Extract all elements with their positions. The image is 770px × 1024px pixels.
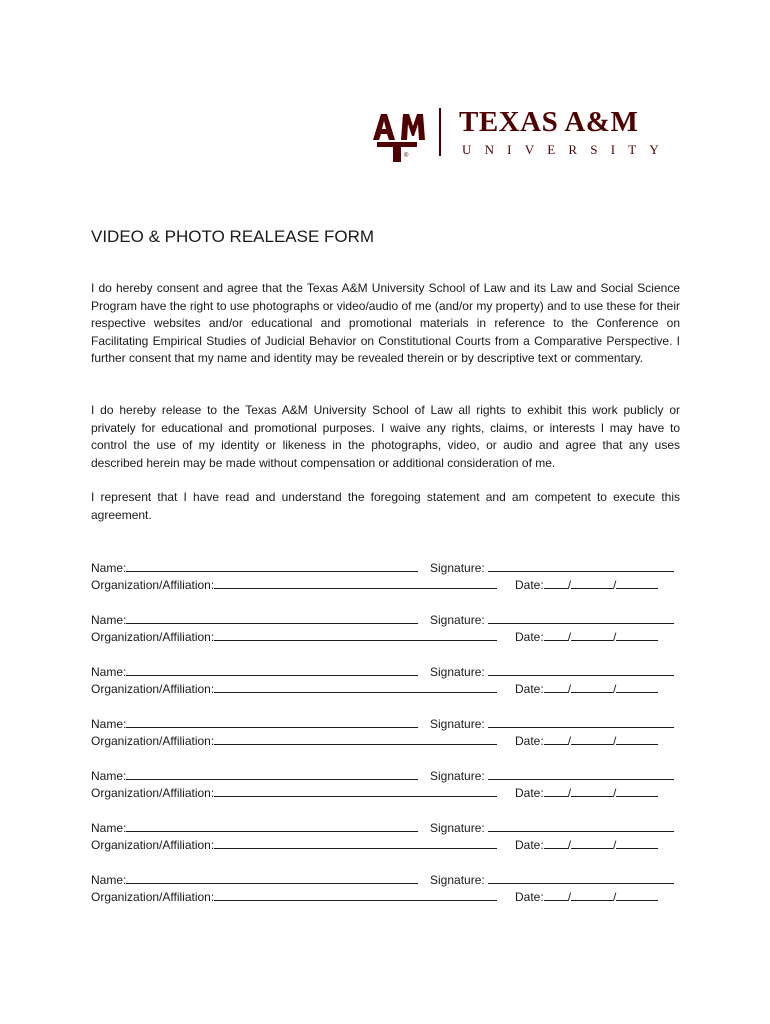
date-separator: / <box>567 838 572 852</box>
date-day-field[interactable] <box>571 681 613 693</box>
date-month-field[interactable] <box>544 629 568 641</box>
signature-field[interactable] <box>488 716 674 728</box>
release-paragraph: I do hereby release to the Texas A&M University School of Law all rights to exhibit this work publicly or privately for educational and promotional purposes. I waive any rights, claims, or interests I may have to control the use of my identity or likeness in the photographs, video, or audio and agree that any uses described herein may be made without compensation or additional consideration of me. <box>91 403 680 470</box>
date-month-field[interactable] <box>544 837 568 849</box>
organization-label: Organization/Affiliation: <box>91 890 215 904</box>
wordmark-texas-am: TEXAS A&M <box>459 106 639 138</box>
date-year-field[interactable] <box>616 629 658 641</box>
date-separator: / <box>567 630 572 644</box>
date-separator: / <box>567 734 572 748</box>
date-year-field[interactable] <box>616 889 658 901</box>
organization-label: Organization/Affiliation: <box>91 786 215 800</box>
signature-field[interactable] <box>488 560 674 572</box>
date-month-field[interactable] <box>544 577 568 589</box>
date-label: Date: <box>515 786 544 800</box>
atm-logo-icon <box>371 110 425 162</box>
date-year-field[interactable] <box>616 837 658 849</box>
date-label: Date: <box>515 578 544 592</box>
signature-label: Signature: <box>430 873 485 887</box>
organization-label: Organization/Affiliation: <box>91 578 215 592</box>
signature-entry-row <box>91 820 683 856</box>
signature-field[interactable] <box>488 872 674 884</box>
date-year-field[interactable] <box>616 577 658 589</box>
signature-entry-row <box>91 560 683 596</box>
signature-label: Signature: <box>430 769 485 783</box>
date-separator: / <box>613 786 617 800</box>
date-day-field[interactable] <box>571 837 613 849</box>
signature-entry-row <box>91 872 683 908</box>
date-month-field[interactable] <box>544 785 568 797</box>
name-field[interactable] <box>126 872 418 884</box>
date-separator: / <box>567 786 572 800</box>
organization-field[interactable] <box>214 785 497 797</box>
name-label: Name: <box>91 561 127 575</box>
name-label: Name: <box>91 665 127 679</box>
name-field[interactable] <box>126 664 418 676</box>
date-separator: / <box>613 890 617 904</box>
date-label: Date: <box>515 682 544 696</box>
signature-label: Signature: <box>430 717 485 731</box>
consent-paragraph: I do hereby consent and agree that the Texas A&M University School of Law and its Law and Social Science Program have the right to use photographs or video/audio of me (and/or my property) and to use these for their respective websites and/or educational and promotional materials in reference to the Conference on Facilitating Empirical Studies of Judicial Behavior on Constitutional Courts from a Comparative Perspective. I further consent that my name and identity may be revealed therein or by descriptive text or commentary. <box>91 281 680 366</box>
date-separator: / <box>567 578 572 592</box>
name-label: Name: <box>91 717 127 731</box>
date-separator: / <box>613 630 617 644</box>
signature-field[interactable] <box>488 664 674 676</box>
date-separator: / <box>613 838 617 852</box>
organization-field[interactable] <box>214 889 497 901</box>
representation-paragraph: I represent that I have read and understand the foregoing statement and am competent to execute this agreement. <box>91 490 680 522</box>
organization-field[interactable] <box>214 681 497 693</box>
date-day-field[interactable] <box>571 629 613 641</box>
date-label: Date: <box>515 734 544 748</box>
organization-field[interactable] <box>214 629 497 641</box>
signature-field[interactable] <box>488 820 674 832</box>
date-day-field[interactable] <box>571 733 613 745</box>
organization-label: Organization/Affiliation: <box>91 682 215 696</box>
signature-entry-row <box>91 716 683 752</box>
name-field[interactable] <box>126 612 418 624</box>
signature-label: Signature: <box>430 561 485 575</box>
date-separator: / <box>567 682 572 696</box>
date-label: Date: <box>515 838 544 852</box>
date-separator: / <box>613 578 617 592</box>
date-year-field[interactable] <box>616 785 658 797</box>
organization-label: Organization/Affiliation: <box>91 838 215 852</box>
name-label: Name: <box>91 769 127 783</box>
date-month-field[interactable] <box>544 681 568 693</box>
date-separator: / <box>613 682 617 696</box>
name-field[interactable] <box>126 560 418 572</box>
signature-label: Signature: <box>430 665 485 679</box>
organization-field[interactable] <box>214 733 497 745</box>
signature-entry-row <box>91 768 683 804</box>
name-label: Name: <box>91 873 127 887</box>
date-year-field[interactable] <box>616 733 658 745</box>
signature-entry-row <box>91 612 683 648</box>
organization-label: Organization/Affiliation: <box>91 734 215 748</box>
date-month-field[interactable] <box>544 733 568 745</box>
wordmark-university: UNIVERSITY <box>462 142 672 157</box>
date-separator: / <box>613 734 617 748</box>
organization-label: Organization/Affiliation: <box>91 630 215 644</box>
form-title: VIDEO & PHOTO REALEASE FORM <box>91 227 375 246</box>
date-label: Date: <box>515 630 544 644</box>
signature-label: Signature: <box>430 821 485 835</box>
date-month-field[interactable] <box>544 889 568 901</box>
name-field[interactable] <box>126 716 418 728</box>
name-label: Name: <box>91 821 127 835</box>
signature-field[interactable] <box>488 768 674 780</box>
date-year-field[interactable] <box>616 681 658 693</box>
date-label: Date: <box>515 890 544 904</box>
name-label: Name: <box>91 613 127 627</box>
signature-label: Signature: <box>430 613 485 627</box>
logo-divider <box>439 108 441 156</box>
date-separator: / <box>567 890 572 904</box>
signature-entry-row <box>91 664 683 700</box>
date-day-field[interactable] <box>571 889 613 901</box>
university-logo <box>371 104 671 166</box>
name-field[interactable] <box>126 768 418 780</box>
name-field[interactable] <box>126 820 418 832</box>
date-day-field[interactable] <box>571 785 613 797</box>
registered-mark: ® <box>404 153 409 159</box>
date-day-field[interactable] <box>571 577 613 589</box>
organization-field[interactable] <box>214 577 497 589</box>
organization-field[interactable] <box>214 837 497 849</box>
signature-field[interactable] <box>488 612 674 624</box>
